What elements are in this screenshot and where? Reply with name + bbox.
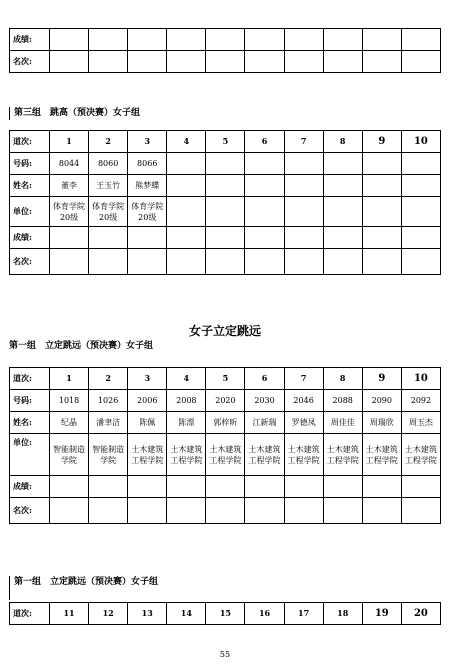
name-cell: 纪晶	[50, 412, 89, 434]
number-cell: 2092	[401, 390, 440, 412]
name-cell	[323, 175, 362, 197]
lane-cell: 18	[323, 603, 362, 625]
score-row	[10, 476, 441, 498]
lane-cell: 19	[362, 603, 401, 625]
rank-row	[10, 249, 441, 275]
lane-cell: 2	[89, 368, 128, 390]
score-row	[10, 227, 441, 249]
unit-cell: 体育学院20级	[50, 197, 89, 227]
score-label: 成绩:	[10, 476, 50, 498]
lane-label: 道次:	[10, 603, 50, 625]
long-jump-table-2	[9, 602, 441, 625]
lane-cell: 2	[89, 131, 128, 153]
title-bar	[9, 576, 10, 600]
page-number: 55	[219, 650, 231, 659]
unit-label: 单位:	[10, 197, 50, 227]
lane-cell: 16	[245, 603, 284, 625]
lane-cell: 9	[362, 368, 401, 390]
unit-cell: 土木建筑工程学院	[323, 434, 362, 476]
lane-label: 道次:	[10, 368, 50, 390]
number-cell	[206, 153, 245, 175]
number-cell: 8060	[89, 153, 128, 175]
number-cell: 2030	[245, 390, 284, 412]
lane-cell: 7	[284, 131, 323, 153]
name-cell: 周玉杰	[401, 412, 440, 434]
number-cell	[401, 153, 440, 175]
name-cell	[167, 175, 206, 197]
name-cell	[245, 175, 284, 197]
unit-cell	[206, 197, 245, 227]
number-cell: 1026	[89, 390, 128, 412]
lane-cell: 9	[362, 131, 401, 153]
rank-row	[10, 498, 441, 524]
rank-label: 名次:	[10, 498, 50, 524]
lane-cell: 8	[323, 131, 362, 153]
number-cell	[284, 153, 323, 175]
unit-cell: 智能制造学院	[50, 434, 89, 476]
unit-cell: 土木建筑工程学院	[362, 434, 401, 476]
unit-label: 单位:	[10, 434, 50, 476]
lane-row	[10, 368, 441, 390]
number-cell: 2006	[128, 390, 167, 412]
number-cell	[362, 153, 401, 175]
lane-cell: 14	[167, 603, 206, 625]
name-cell	[401, 175, 440, 197]
name-cell: 郭梓昕	[206, 412, 245, 434]
unit-cell: 土木建筑工程学院	[167, 434, 206, 476]
number-cell: 2088	[323, 390, 362, 412]
lane-cell: 12	[89, 603, 128, 625]
unit-row	[10, 197, 441, 227]
score-row	[10, 29, 441, 51]
lane-cell: 6	[245, 131, 284, 153]
number-label: 号码:	[10, 153, 50, 175]
number-cell: 8066	[128, 153, 167, 175]
name-cell	[206, 175, 245, 197]
lane-cell: 20	[401, 603, 440, 625]
number-cell: 2090	[362, 390, 401, 412]
number-cell	[245, 153, 284, 175]
lane-cell: 6	[245, 368, 284, 390]
lane-label: 道次:	[10, 131, 50, 153]
title-bar	[9, 107, 10, 120]
name-cell	[284, 175, 323, 197]
number-cell: 2008	[167, 390, 206, 412]
lane-row	[10, 131, 441, 153]
rank-label: 名次:	[10, 249, 50, 275]
name-cell: 熊梦蝶	[128, 175, 167, 197]
continued-table	[9, 28, 441, 73]
long-jump-table	[9, 367, 441, 524]
name-cell: 潘聿洁	[89, 412, 128, 434]
name-cell	[362, 175, 401, 197]
number-cell: 1018	[50, 390, 89, 412]
lane-cell: 5	[206, 131, 245, 153]
rank-row	[10, 51, 441, 73]
name-cell: 陈佩	[128, 412, 167, 434]
name-cell: 江新瑞	[245, 412, 284, 434]
unit-cell	[245, 197, 284, 227]
unit-cell: 土木建筑工程学院	[284, 434, 323, 476]
group-title-high-jump: 第三组 跳高（预决赛）女子组	[14, 108, 141, 118]
name-cell: 周佳佳	[323, 412, 362, 434]
lane-cell: 1	[50, 368, 89, 390]
lane-cell: 8	[323, 368, 362, 390]
unit-cell: 体育学院20级	[89, 197, 128, 227]
name-row	[10, 175, 441, 197]
lane-cell: 13	[128, 603, 167, 625]
lane-cell: 4	[167, 368, 206, 390]
lane-cell: 10	[401, 131, 440, 153]
name-label: 姓名:	[10, 175, 50, 197]
group-title-long-jump-2: 第一组 立定跳远（预决赛）女子组	[14, 577, 159, 587]
section-heading: 女子立定跳远	[188, 324, 261, 338]
number-label: 号码:	[10, 390, 50, 412]
lane-cell: 5	[206, 368, 245, 390]
lane-row	[10, 603, 441, 625]
group-title-long-jump: 第一组 立定跳远（预决赛）女子组	[9, 341, 154, 351]
unit-cell	[284, 197, 323, 227]
lane-cell: 15	[206, 603, 245, 625]
name-cell: 周瑞欣	[362, 412, 401, 434]
lane-cell: 1	[50, 131, 89, 153]
name-label: 姓名:	[10, 412, 50, 434]
lane-cell: 3	[128, 368, 167, 390]
high-jump-table	[9, 130, 441, 275]
number-cell: 2046	[284, 390, 323, 412]
lane-cell: 10	[401, 368, 440, 390]
unit-cell	[362, 197, 401, 227]
unit-cell: 土木建筑工程学院	[245, 434, 284, 476]
score-label: 成绩:	[10, 227, 50, 249]
unit-cell	[323, 197, 362, 227]
unit-cell: 土木建筑工程学院	[401, 434, 440, 476]
name-cell: 罗德凤	[284, 412, 323, 434]
number-cell	[167, 153, 206, 175]
number-row	[10, 153, 441, 175]
number-row	[10, 390, 441, 412]
score-label: 成绩:	[10, 29, 50, 51]
unit-row	[10, 434, 441, 476]
unit-cell	[167, 197, 206, 227]
number-cell	[323, 153, 362, 175]
name-cell: 陈漂	[167, 412, 206, 434]
number-cell: 8044	[50, 153, 89, 175]
lane-cell: 17	[284, 603, 323, 625]
name-cell: 王玉竹	[89, 175, 128, 197]
unit-cell	[401, 197, 440, 227]
name-row	[10, 412, 441, 434]
unit-cell: 土木建筑工程学院	[206, 434, 245, 476]
lane-cell: 11	[50, 603, 89, 625]
lane-cell: 3	[128, 131, 167, 153]
lane-cell: 4	[167, 131, 206, 153]
unit-cell: 土木建筑工程学院	[128, 434, 167, 476]
lane-cell: 7	[284, 368, 323, 390]
unit-cell: 体育学院20级	[128, 197, 167, 227]
rank-label: 名次:	[10, 51, 50, 73]
number-cell: 2020	[206, 390, 245, 412]
name-cell: 董李	[50, 175, 89, 197]
unit-cell: 智能制造学院	[89, 434, 128, 476]
